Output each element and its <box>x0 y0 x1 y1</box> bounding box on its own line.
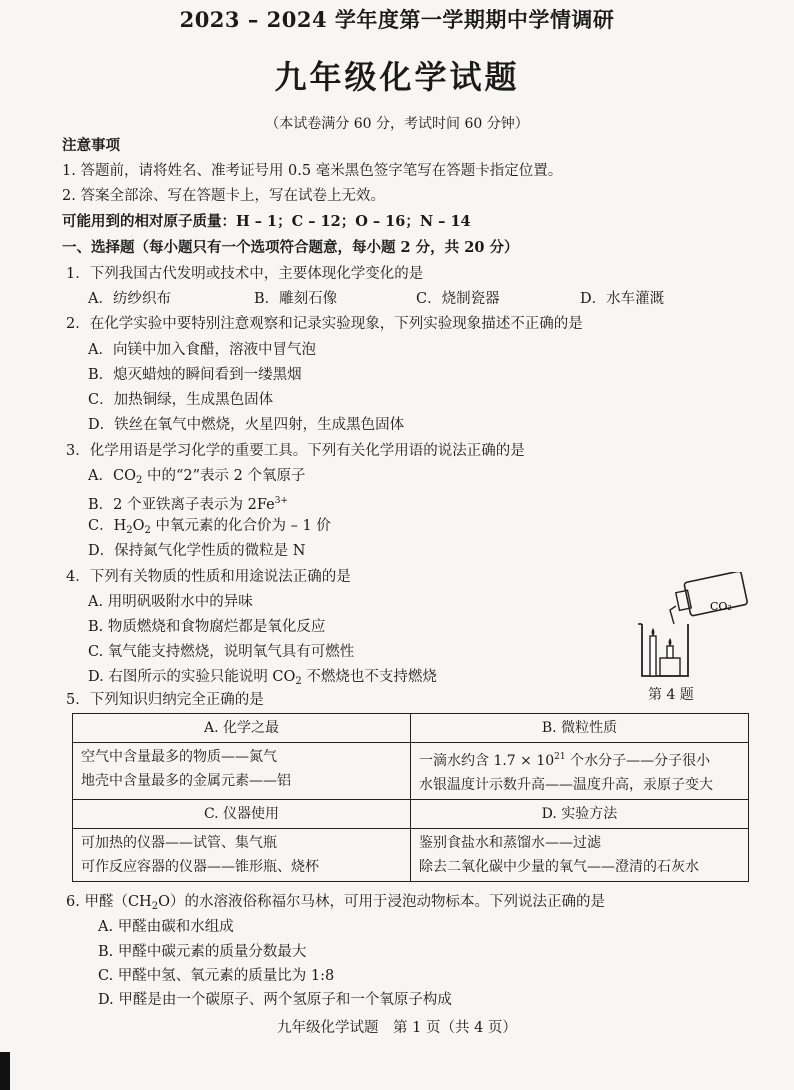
exam-subject-title: 九年级化学试题 <box>274 58 520 96</box>
q2-option-c: C．加热铜绿，生成黑色固体 <box>88 392 274 408</box>
page-footer: 九年级化学试题 第 1 页（共 4 页） <box>277 1020 517 1036</box>
cell-c-head: C. 仪器使用 <box>73 800 411 829</box>
cell-b-head: B. 微粒性质 <box>411 714 749 743</box>
q3-stem: 3．化学用语是学习化学的重要工具。下列有关化学用语的说法正确的是 <box>66 443 525 459</box>
q1-option-a: A．纺纱织布 <box>88 291 171 307</box>
cell-a-head: A. 化学之最 <box>73 714 411 743</box>
gas-stream <box>670 606 676 624</box>
upper-candle <box>650 636 656 676</box>
q4-option-b: B. 物质燃烧和食物腐烂都是氧化反应 <box>88 619 326 635</box>
q5-stem: 5．下列知识归纳完全正确的是 <box>66 692 264 708</box>
cell-d-line2: 除去二氧化碳中少量的氧气——澄清的石灰水 <box>419 859 699 875</box>
q6-option-b: B. 甲醛中碳元素的质量分数最大 <box>98 944 307 960</box>
q4-option-a: A. 用明矾吸附水中的异味 <box>88 594 253 610</box>
section-heading: 一、选择题（每小题只有一个选项符合题意，每小题 2 分，共 20 分） <box>62 239 519 256</box>
q2-option-b: B．熄灭蜡烛的瞬间看到一缕黑烟 <box>88 367 302 383</box>
q2-option-d: D．铁丝在氧气中燃烧，火星四射，生成黑色固体 <box>88 417 405 433</box>
beaker <box>642 624 688 676</box>
q2-stem: 2．在化学实验中要特别注意观察和记录实验现象，下列实验现象描述不正确的是 <box>66 316 583 332</box>
cell-b-line1: 一滴水约含 $1.7 \times 10^{21}$ 个水分子——分子很小 <box>419 752 711 769</box>
lower-candle <box>667 646 673 658</box>
q3-option-c: C．$H_2O_2$ 中氧元素的化合价为 – 1 价 <box>88 518 331 536</box>
note-item-2: 2. 答案全部涂、写在答题卡上，写在试卷上无效。 <box>62 188 385 204</box>
lower-flame <box>669 638 672 646</box>
cell-a-line1: 空气中含量最多的物质——氮气 <box>81 749 277 765</box>
q1-option-b: B．雕刻石像 <box>254 291 338 307</box>
q6-option-c: C. 甲醛中氢、氧元素的质量比为 1:8 <box>98 968 335 984</box>
co2-label: CO₂ <box>710 600 732 613</box>
q3-option-b: B．2 个亚铁离子表示为 $2Fe^{3+}$ <box>88 496 288 513</box>
figure-caption: 第 4 题 <box>648 687 694 703</box>
cell-c-line1: 可加热的仪器——试管、集气瓶 <box>81 835 277 851</box>
q1-option-c: C．烧制瓷器 <box>416 291 500 307</box>
cell-c-line2: 可作反应容器的仪器——锥形瓶、烧杯 <box>81 859 319 875</box>
q1-option-d: D．水车灌溉 <box>580 291 665 307</box>
notes-heading: 注意事项 <box>62 137 120 154</box>
cell-b-line2: 水银温度计示数升高——温度升高，汞原子变大 <box>419 777 713 793</box>
exam-term-title: 2023 – 2024 学年度第一学期期中学情调研 <box>179 7 615 32</box>
q4-stem: 4．下列有关物质的性质和用途说法正确的是 <box>66 569 351 585</box>
cell-b-body <box>411 743 749 800</box>
exam-info: （本试卷满分 60 分，考试时间 60 分钟） <box>265 116 529 132</box>
q4-option-c: C. 氧气能支持燃烧，说明氧气具有可燃性 <box>88 644 355 660</box>
cell-a-line2: 地壳中含量最多的金属元素——铝 <box>81 773 291 789</box>
q1-stem: 1．下列我国古代发明或技术中，主要体现化学变化的是 <box>66 266 424 282</box>
upper-flame <box>652 628 655 636</box>
step-stand <box>660 658 680 676</box>
cell-a-body <box>73 743 411 800</box>
q3-option-a: A．$CO_2$ 中的“2”表示 2 个氧原子 <box>88 468 306 486</box>
scan-edge-mark <box>0 1052 10 1090</box>
cell-d-line1: 鉴别食盐水和蒸馏水——过滤 <box>419 835 601 851</box>
atomic-masses: 可能用到的相对原子质量：H – 1；C – 12；O – 16；N – 14 <box>62 213 471 230</box>
q4-option-d: D. 右图所示的实验只能说明 $CO_2$ 不燃烧也不支持燃烧 <box>88 669 437 687</box>
knowledge-table <box>72 713 749 882</box>
cell-c-body <box>73 829 411 882</box>
q6-option-a: A. 甲醛由碳和水组成 <box>98 919 234 935</box>
note-item-1: 1. 答题前，请将姓名、准考证号用 0.5 毫米黑色签字笔写在答题卡指定位置。 <box>62 163 563 179</box>
q3-option-d: D．保持氮气化学性质的微粒是 N <box>88 543 306 559</box>
cell-d-head: D. 实验方法 <box>411 800 749 829</box>
cell-d-body <box>411 829 749 882</box>
q6-option-d: D. 甲醛是由一个碳原子、两个氢原子和一个氧原子构成 <box>98 992 452 1008</box>
q2-option-a: A．向镁中加入食醋，溶液中冒气泡 <box>88 342 316 358</box>
co2-experiment-figure <box>630 572 750 684</box>
q6-stem: 6. 甲醛$(CH_2O)$的水溶液俗称福尔马林，可用于浸泡动物标本。下列说法正确的是 <box>66 894 605 912</box>
